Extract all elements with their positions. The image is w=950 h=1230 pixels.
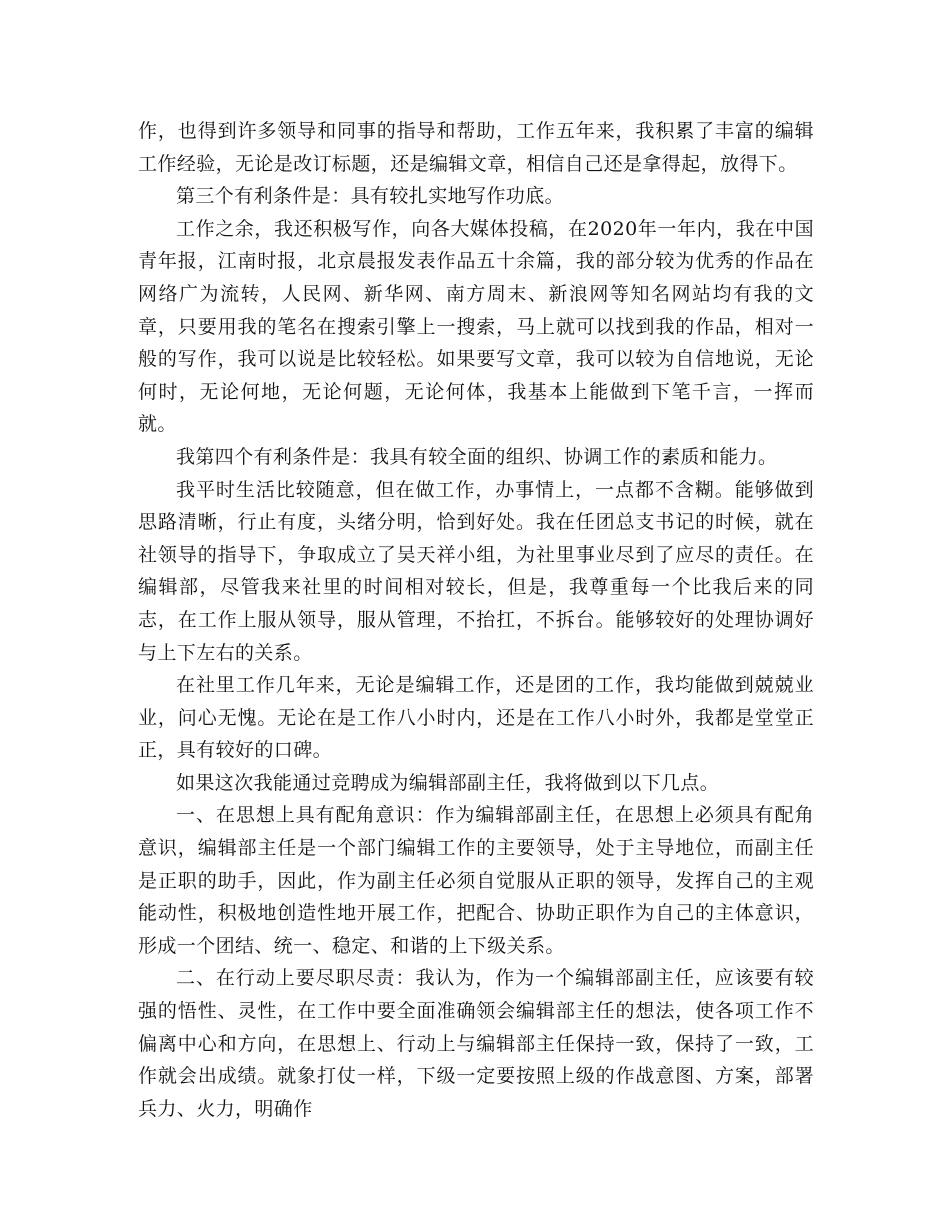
document-body: [138, 115, 814, 1125]
paragraph-work-years: 在社里工作几年来，无论是编辑工作，还是团的工作，我均能做到兢兢业业，问心无愧。无论在是工作八小时内，还是在工作八小时外，我都是堂堂正正，具有较好的口碑。: [138, 674, 814, 762]
paragraph-intro-points: 如果这次我能通过竞聘成为编辑部副主任，我将做到以下几点。: [176, 771, 720, 794]
paragraph-point-one: 一、在思想上具有配角意识：作为编辑部副主任，在思想上必须具有配角意识，编辑部主任是一个部门编辑工作的主要领导，处于主导地位，而副主任是正职的助手，因此，作为副主任必须自觉服从正职的领导，发挥自己的主观能动性，积极地创造性地开展工作，把配合、协助正职作为自己的主体意识，形成一个团结、统一、稳定、和谐的上下级关系。: [138, 804, 814, 957]
paragraph-organization: 我平时生活比较随意，但在做工作，办事情上，一点都不含糊。能够做到思路清晰，行止有度，头绪分明，恰到好处。我在任团总支书记的时候，就在社领导的指导下，争取成立了吴天祥小组，为社里事业尽到了应尽的责任。在编辑部，尽管我来社里的时间相对较长，但是，我尊重每一个比我后来的同志，在工作上服从领导，服从管理，不抬扛，不拆台。能够较好的处理协调好与上下左右的关系。: [138, 478, 814, 664]
paragraph-point-two: 二、在行动上要尽职尽责：我认为，作为一个编辑部副主任，应该要有较强的悟性、灵性，在工作中要全面准确领会编辑部主任的想法，使各项工作不偏离中心和方向，在思想上、行动上与编辑部主任保持一致，保持了一致，工作就会出成绩。就象打仗一样，下级一定要按照上级的作战意图、方案，部署兵力、火力，明确作: [138, 967, 814, 1120]
paragraph-writing: 工作之余，我还积极写作，向各大媒体投稿，在2020年一年内，我在中国青年报，江南时报，北京晨报发表作品五十余篇，我的部分较为优秀的作品在网络广为流转，人民网、新华网、南方周末、新浪网等知名网站均有我的文章，只要用我的笔名在搜索引擎上一搜索，马上就可以找到我的作品，相对一般的写作，我可以说是比较轻松。如果要写文章，我可以较为自信地说，无论何时，无论何地，无论何题，无论何体，我基本上能做到下笔千言，一挥而就。: [138, 217, 814, 436]
paragraph-condition-three: 第三个有利条件是：具有较扎实地写作功底。: [176, 185, 565, 208]
paragraph-condition-four: 我第四个有利条件是：我具有较全面的组织、协调工作的素质和能力。: [176, 445, 778, 468]
paragraph-continued: 作，也得到许多领导和同事的指导和帮助，工作五年来，我积累了丰富的编辑工作经验，无论是改订标题，还是编辑文章，相信自己还是拿得起，放得下。: [138, 120, 814, 175]
